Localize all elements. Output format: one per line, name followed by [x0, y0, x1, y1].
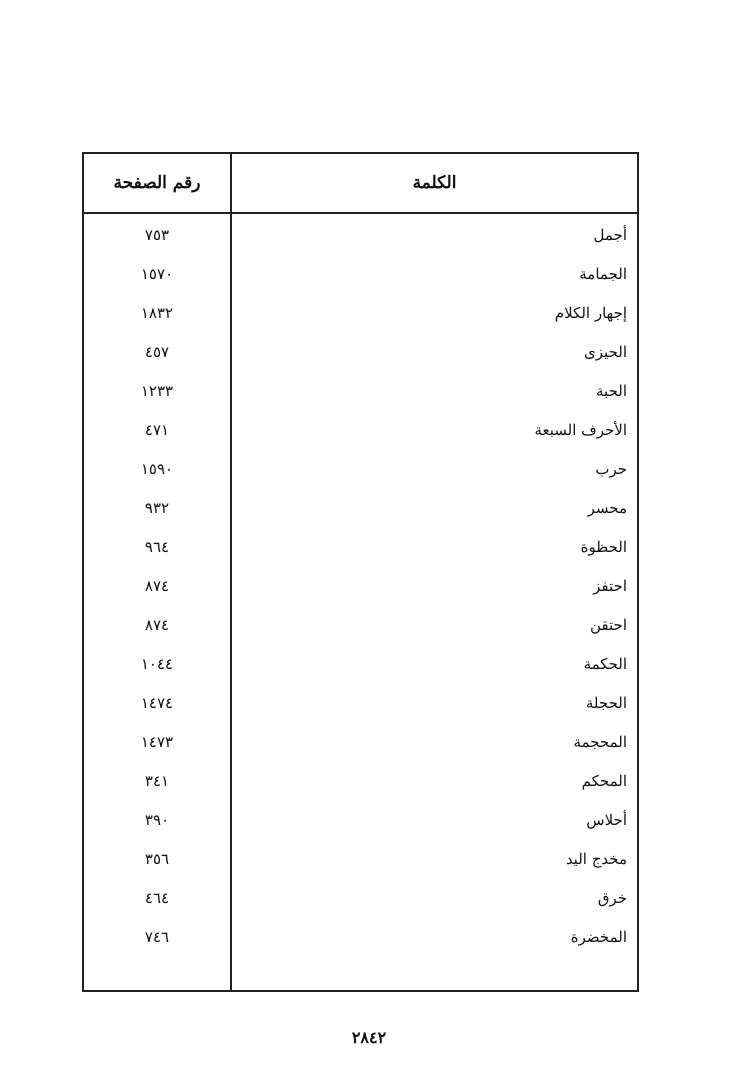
word-cell: حرب: [595, 460, 627, 478]
table-row: [84, 489, 637, 528]
table-row: [84, 645, 637, 684]
page-number: ٢٨٤٢: [351, 1028, 387, 1047]
page-number-cell: ١٢٣٣: [140, 382, 174, 400]
word-cell: خرق: [597, 889, 627, 907]
table-body: [84, 216, 637, 957]
table-row: [84, 723, 637, 762]
word-cell: احتقن: [590, 616, 627, 634]
table-row: [84, 879, 637, 918]
page-number-cell: ٨٧٤: [144, 616, 170, 634]
table-row: [84, 528, 637, 567]
word-cell: الحيزى: [584, 343, 627, 361]
word-cell: المحكم: [581, 772, 627, 790]
page-number-cell: ١٤٧٣: [140, 733, 174, 751]
page-number-cell: ٣٩٠: [144, 811, 170, 829]
table-row: [84, 684, 637, 723]
table-row: [84, 294, 637, 333]
header-word: الكلمة: [412, 173, 457, 193]
word-cell: الأحرف السبعة: [534, 421, 627, 439]
word-cell: محسر: [587, 499, 627, 517]
page-number-cell: ١٤٧٤: [140, 694, 174, 712]
table-row: [84, 840, 637, 879]
word-cell: احتفز: [593, 577, 627, 595]
word-cell: المخضرة: [570, 928, 627, 946]
page-number-cell: ٤٥٧: [144, 343, 170, 361]
table-row: [84, 801, 637, 840]
word-cell: أحلاس: [586, 811, 627, 829]
header-rule: [84, 212, 637, 214]
word-cell: أجمل: [593, 226, 627, 244]
word-cell: الجمامة: [579, 265, 627, 283]
word-cell: الحظوة: [580, 538, 627, 556]
page-number-cell: ٩٦٤: [144, 538, 170, 556]
page-number-cell: ٨٧٤: [144, 577, 170, 595]
page-number-cell: ١٥٩٠: [140, 460, 174, 478]
table-row: [84, 567, 637, 606]
word-cell: الحبة: [596, 382, 627, 400]
page-number-cell: ١٥٧٠: [140, 265, 174, 283]
index-table: [82, 152, 639, 992]
table-row: [84, 411, 637, 450]
page-number-cell: ٤٦٤: [144, 889, 170, 907]
page-number-cell: ١٨٣٢: [140, 304, 174, 322]
word-cell: إجهار الكلام: [554, 304, 627, 322]
word-cell: الحكمة: [583, 655, 627, 673]
table-row: [84, 450, 637, 489]
table-row: [84, 372, 637, 411]
page-number-cell: ٣٥٦: [144, 850, 170, 868]
page-number-cell: ٤٧١: [144, 421, 170, 439]
table-row: [84, 333, 637, 372]
word-cell: مخدج اليد: [565, 850, 627, 868]
page-number-cell: ١٠٤٤: [140, 655, 174, 673]
word-cell: الحجلة: [585, 694, 627, 712]
page-number-cell: ٩٣٢: [144, 499, 170, 517]
page-number-cell: ٧٤٦: [144, 928, 170, 946]
page-number-cell: ٧٥٣: [144, 226, 170, 244]
table-row: [84, 216, 637, 255]
header-page-number: رقم الصفحة: [113, 173, 201, 193]
table-row: [84, 255, 637, 294]
table-row: [84, 762, 637, 801]
table-row: [84, 918, 637, 957]
page-number-cell: ٣٤١: [144, 772, 170, 790]
word-cell: المحجمة: [573, 733, 627, 751]
table-row: [84, 606, 637, 645]
